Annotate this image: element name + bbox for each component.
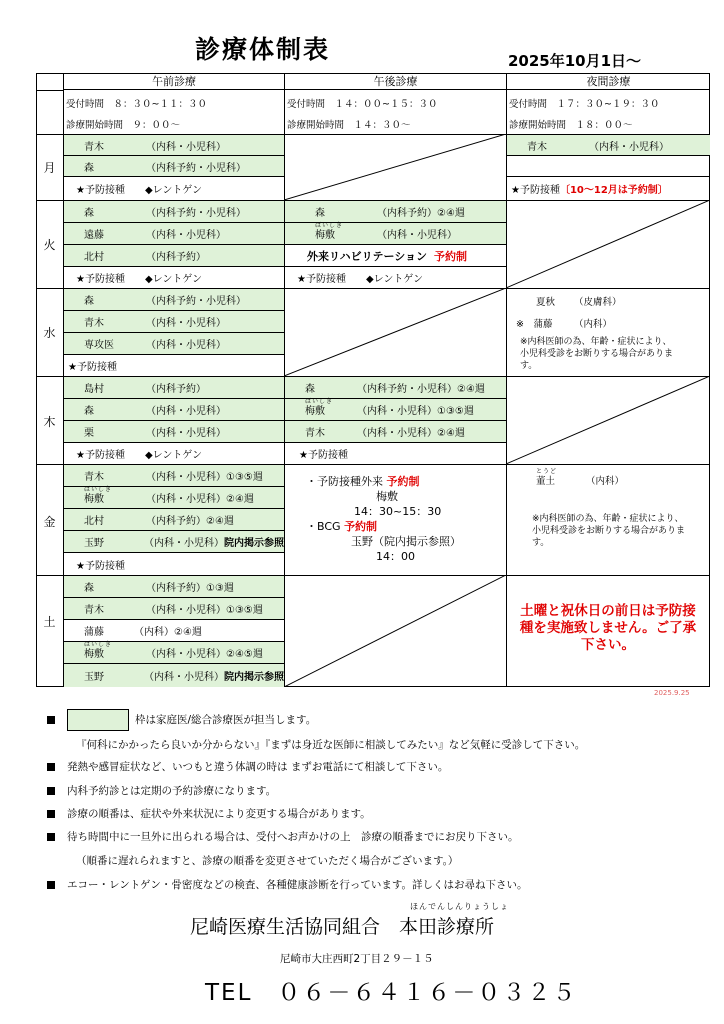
thu-am-row: 栗 （内科・小児科） (64, 421, 284, 443)
mon-night-row: 青木 （内科・小児科） (507, 135, 710, 156)
fri-pm-time: 14：30~15：30 (354, 505, 442, 518)
note-5: 待ち時間中に一旦外に出られる場合は、受付へお声かけの上 診療の順番までにお戻り下さい。 (47, 829, 519, 844)
sat-am-row: ばいしき 梅敷 （内科・小児科）②④⑤週 (64, 642, 284, 664)
note-6: エコー・レントゲン・骨密度などの検査、各種健康診断を行っています。詳しくはお尋ね下さい。 (47, 877, 527, 892)
wed-night-note: ※内科医師の為、年齢・症状により、小児科受診をお断りする場合があります。 (520, 337, 674, 371)
note-4: 診療の順番は、症状や外来状況により変更する場合があります。 (47, 806, 371, 821)
clinic-name: 尼崎医療生活協同組合 本田診療所 (190, 916, 495, 938)
note-2: 発熱や感冒症状など、いつもと違う体調の時は まずお電話にて相談して下さい。 (47, 759, 448, 774)
clinic-ruby: ほんでんしんりょうしょ (410, 902, 509, 911)
mon-am-row: 森 （内科予約・小児科） (64, 156, 284, 177)
thu-pm-row: 森 （内科予約・小児科）②④週 (285, 377, 506, 399)
effective-date: 2025年10月1日～ (508, 52, 642, 70)
am-start: 診療開始時間 ９：００～ (66, 120, 181, 131)
tue-pm-row: 森 （内科予約）②④週 (285, 201, 506, 223)
sat-am-row: 蒲藤 （内科）②④週 (64, 620, 284, 642)
tue-am-row: 森 （内科予約・小児科） (64, 201, 284, 223)
thu-pm-row: ばいしき 梅敷 （内科・小児科）①③⑤週 (285, 399, 506, 421)
note-1: 枠は家庭医/総合診療医が担当します。 (47, 709, 316, 731)
clinic-address: 尼崎市大庄西町2丁目２９－１５ (280, 953, 434, 965)
note-5b: （順番に遅れられますと、診療の順番を変更させていただく場合がございます。） (76, 855, 459, 867)
page-title: 診療体制表 (195, 35, 331, 64)
fri-pm-bcg: ・BCG 予約制 (306, 520, 378, 533)
night-reception: 受付時間 １７：３０~１９：３０ (509, 99, 660, 110)
day-fri: 金 (43, 515, 56, 529)
fri-am-row: 青木 （内科・小児科）①③⑤週 (64, 465, 284, 487)
fri-am-row: ばいしき 梅敷 （内科・小児科）②④週 (64, 487, 284, 509)
fri-am-note: ★予防接種 (76, 560, 125, 572)
wed-am-row: 専攻医 （内科・小児科） (64, 333, 284, 355)
sat-am-row: 青木 （内科・小児科）①③⑤週 (64, 598, 284, 620)
thu-am-note: ★予防接種 ◆レントゲン (76, 450, 203, 461)
tue-am-row: 北村 （内科予約） (64, 245, 284, 267)
mon-night-note: ★予防接種 〔10～12月は予約制〕 (511, 185, 668, 196)
note-1b: 『何科にかかったら良いか分からない』『まずは身近な医師に相談してみたい』など気軽に受診して下さい。 (76, 739, 586, 751)
pm-reception: 受付時間 １４：００~１５：３０ (287, 99, 438, 110)
sat-am-row: 玉野 （内科・小児科） 院内掲示参照 (64, 664, 284, 687)
wed-am-row: 森 （内科予約・小児科） (64, 289, 284, 311)
tue-am-row: 遠藤 （内科・小児科） (64, 223, 284, 245)
wed-night-doc: ※ 蒲藤 （内科） (516, 319, 613, 330)
night-start: 診療開始時間 １８：００～ (509, 120, 633, 131)
fri-pm-bcg-doctor: 玉野（院内掲示参照） (351, 535, 461, 548)
fri-pm-vaccine: ・予防接種外来 予約制 (306, 475, 420, 488)
thu-pm-note: ★予防接種 (299, 450, 348, 461)
fri-night-doc: とうど 董土 （内科） (536, 468, 625, 487)
header-pm: 午後診療 (285, 73, 506, 90)
fri-am-row: 玉野 （内科・小児科） 院内掲示参照 (64, 531, 284, 553)
mon-am-row: 青木 （内科・小児科） (64, 135, 284, 156)
day-tue: 火 (43, 238, 56, 252)
day-mon: 月 (43, 161, 56, 175)
schedule-table (36, 73, 710, 687)
tue-am-note: ★予防接種 ◆レントゲン (76, 274, 203, 285)
tue-rehab: 外来リハビリテーション 予約制 (285, 245, 506, 267)
day-wed: 水 (43, 326, 56, 340)
header-am: 午前診療 (64, 73, 284, 90)
mon-am-note: ★予防接種 ◆レントゲン (76, 185, 203, 196)
thu-pm-row: 青木 （内科・小児科）②④週 (285, 421, 506, 443)
note-3: 内科予約診とは定期の予約診療になります。 (47, 783, 276, 798)
fri-pm-doctor: 梅敷 (376, 490, 398, 503)
tue-pm-row: ばいしき 梅敷 （内科・小児科） (285, 223, 506, 245)
day-thu: 木 (43, 415, 56, 429)
version-date: 2025.9.25 (654, 689, 690, 697)
sat-night-notice: 土曜と祝休日の前日は予防接種を実施致しません。ご了承下さい。 (519, 603, 697, 653)
pm-start: 診療開始時間 １４：３０～ (287, 120, 411, 131)
wed-night-doc: 夏秋 （皮膚科） (536, 297, 622, 308)
day-sat: 土 (43, 615, 56, 629)
fri-pm-bcg-time: 14：00 (376, 550, 415, 563)
green-box-legend (67, 709, 129, 731)
header-night: 夜間診療 (507, 73, 710, 90)
fri-night-note: ※内科医師の為、年齢・症状により、小児科受診をお断りする場合があります。 (532, 514, 686, 548)
am-reception: 受付時間 ８：３０~１１：３０ (66, 99, 207, 110)
clinic-tel: TEL ０６－６４１６－０３２５ (205, 980, 578, 1006)
thu-am-row: 森 （内科・小児科） (64, 399, 284, 421)
fri-am-row: 北村 （内科予約）②④週 (64, 509, 284, 531)
wed-am-row: 青木 （内科・小児科） (64, 311, 284, 333)
wed-am-note: ★予防接種 (68, 362, 117, 373)
sat-am-row: 森 （内科予約）①③週 (64, 576, 284, 598)
thu-am-row: 島村 （内科予約） (64, 377, 284, 399)
tue-pm-note: ★予防接種 ◆レントゲン (297, 274, 424, 285)
